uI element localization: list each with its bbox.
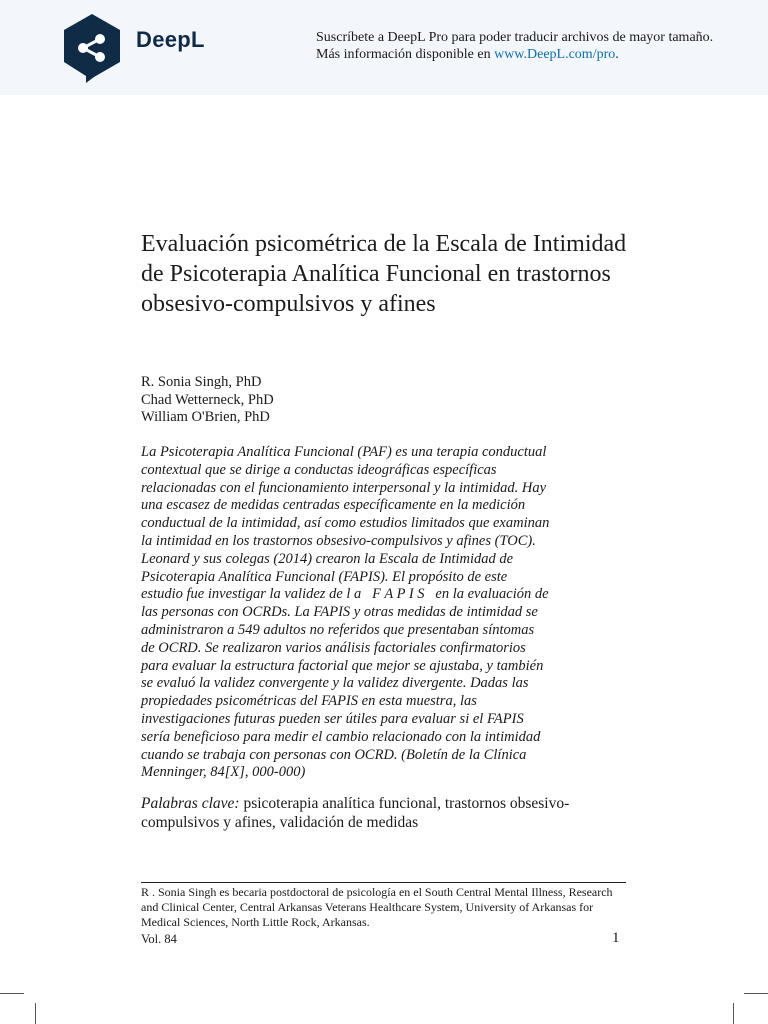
abstract-line: estudio fue investigar la validez de l a F A P I S en la evaluación de	[141, 586, 549, 603]
volume-label: Vol. 84	[141, 932, 177, 946]
abstract-line: relacionadas con el funcionamiento interpersonal y la intimidad. Hay	[141, 479, 547, 496]
author-2: Chad Wetterneck, PhD	[141, 391, 274, 408]
abstract-line: Leonard y sus colegas (2014) crearon la Escala de Intimidad de	[141, 550, 514, 567]
deepl-banner	[0, 0, 768, 95]
abstract-line: una escasez de medidas centradas específicamente en la medición	[141, 497, 526, 514]
abstract-line: propiedades psicométricas del FAPIS en esta muestra, las	[141, 693, 477, 710]
footnote: R . Sonia Singh es becaria postdoctoral de psicología en el South Central Mental Illness, Research and Clinical Center, Central Arkansas Veterans Healthcare System, University of Arkansas for Medical Sciences, North Little Rock, Arkansas.	[141, 885, 613, 929]
keywords-label: Palabras clave:	[141, 795, 240, 812]
abstract-line: conductual de la intimidad, así como estudios limitados que examinan	[141, 515, 550, 532]
abstract-line: Menninger, 84[X], 000-000)	[141, 764, 306, 781]
abstract-line: La Psicoterapia Analítica Funcional (PAF) es una terapia conductual	[141, 444, 547, 460]
deepl-share-icon	[60, 12, 124, 84]
abstract-line: sería beneficioso para medir el cambio relacionado con la intimidad	[141, 728, 541, 745]
abstract-line: las personas con OCRDs. La FAPIS y otras medidas de intimidad se	[141, 604, 538, 621]
abstract	[141, 444, 631, 782]
abstract-line: de OCRD. Se realizaron varios análisis factoriales confirmatorios	[141, 639, 526, 656]
crop-mark-left-v	[35, 1003, 36, 1024]
banner-line-2-prefix: Más información disponible en	[316, 47, 495, 62]
abstract-line: para evaluar la estructura factorial que mejor se ajustaba, y también	[141, 657, 544, 674]
keywords-text: psicoterapia analítica funcional, trastornos obsesivo-compulsivos y afines, validación de medidas	[141, 795, 570, 831]
banner-message	[316, 29, 768, 63]
abstract-line: cuando se trabaja con personas con OCRD. (Boletín de la Clínica	[141, 746, 527, 763]
abstract-line: se evaluó la validez convergente y la validez divergente. Dadas las	[141, 675, 529, 692]
abstract-line: investigaciones futuras pueden ser útiles para evaluar si el FAPIS	[141, 710, 524, 727]
keywords	[141, 794, 631, 832]
abstract-line: Psicoterapia Analítica Funcional (FAPIS). El propósito de este	[141, 568, 508, 585]
abstract-line: administraron a 549 adultos no referidos que presentaban síntomas	[141, 621, 535, 638]
banner-line-1: Suscríbete a DeepL Pro para poder traducir archivos de mayor tamaño.	[316, 30, 714, 45]
abstract-line: contextual que se dirige a conductas ideográficas específicas	[141, 461, 497, 478]
abstract-line: la intimidad en los trastornos obsesivo-compulsivos y afines (TOC).	[141, 532, 536, 549]
author-list	[141, 374, 274, 427]
author-1: R. Sonia Singh, PhD	[141, 374, 262, 390]
banner-line-2-suffix: .	[615, 47, 619, 62]
footnote-divider	[141, 882, 626, 883]
banner-line-2	[316, 46, 768, 63]
crop-mark-right-v	[733, 1003, 734, 1024]
deepl-logo-text: DeepL	[136, 27, 205, 52]
crop-mark-left-h	[0, 993, 24, 994]
deepl-pro-link[interactable]: www.DeepL.com/pro	[494, 47, 616, 62]
document-title: Evaluación psicométrica de la Escala de Intimidad de Psicoterapia Analítica Funcional en trastornos obsesivo-compulsivos y afines	[141, 231, 627, 317]
page-number: 1	[612, 930, 620, 946]
author-3: William O'Brien, PhD	[141, 409, 270, 425]
crop-mark-right-h	[744, 993, 768, 994]
